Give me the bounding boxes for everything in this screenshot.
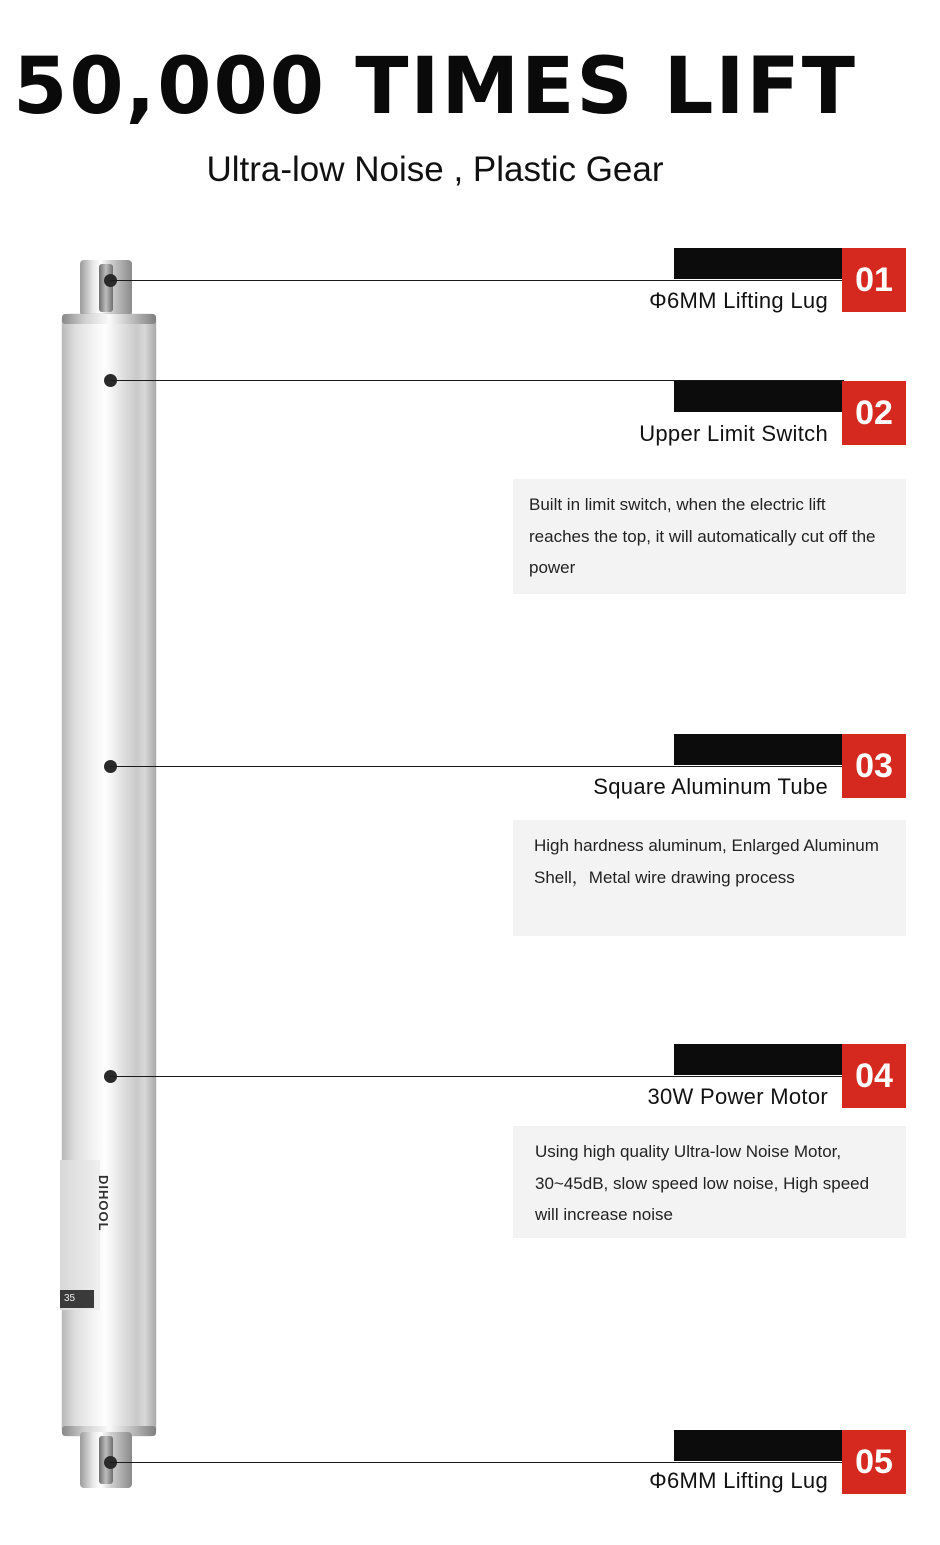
feature-label: Φ6MM Lifting Lug (649, 288, 828, 313)
feature-row-03 (0, 734, 940, 804)
product-sticker (60, 1160, 100, 1310)
feature-number: 05 (842, 1430, 906, 1494)
page-title: 50,000 TIMES LIFT (13, 42, 857, 132)
feature-number: 04 (842, 1044, 906, 1108)
feature-row-04 (0, 1044, 940, 1114)
callout-line (110, 1076, 844, 1077)
feature-number: 02 (842, 381, 906, 445)
feature-description: Built in limit switch, when the electric lift reaches the top, it will automatically cut off the power (513, 479, 906, 594)
feature-label: Square Aluminum Tube (593, 774, 828, 799)
feature-label: 30W Power Motor (647, 1084, 828, 1109)
brand-label: DIHOOL (96, 1175, 111, 1232)
feature-row-02 (0, 381, 940, 451)
callout-line (110, 766, 844, 767)
feature-number: 01 (842, 248, 906, 312)
sticker-code: 35 (60, 1290, 94, 1308)
page-subtitle: Ultra-low Noise , Plastic Gear (206, 150, 664, 189)
feature-bar (674, 248, 842, 279)
feature-bar (674, 734, 842, 765)
callout-line (110, 280, 844, 281)
feature-row-01 (0, 248, 940, 318)
feature-bar (674, 1430, 842, 1461)
feature-label: Upper Limit Switch (639, 421, 828, 446)
callout-line (110, 1462, 844, 1463)
feature-bar (674, 1044, 842, 1075)
feature-label: Φ6MM Lifting Lug (649, 1468, 828, 1493)
feature-description: Using high quality Ultra-low Noise Motor, 30~45dB, slow speed low noise, High speed will increase noise (513, 1126, 906, 1238)
feature-bar (674, 381, 842, 412)
feature-row-05 (0, 1430, 940, 1500)
feature-number: 03 (842, 734, 906, 798)
feature-description: High hardness aluminum, Enlarged Aluminum Shell，Metal wire drawing process (513, 820, 906, 936)
